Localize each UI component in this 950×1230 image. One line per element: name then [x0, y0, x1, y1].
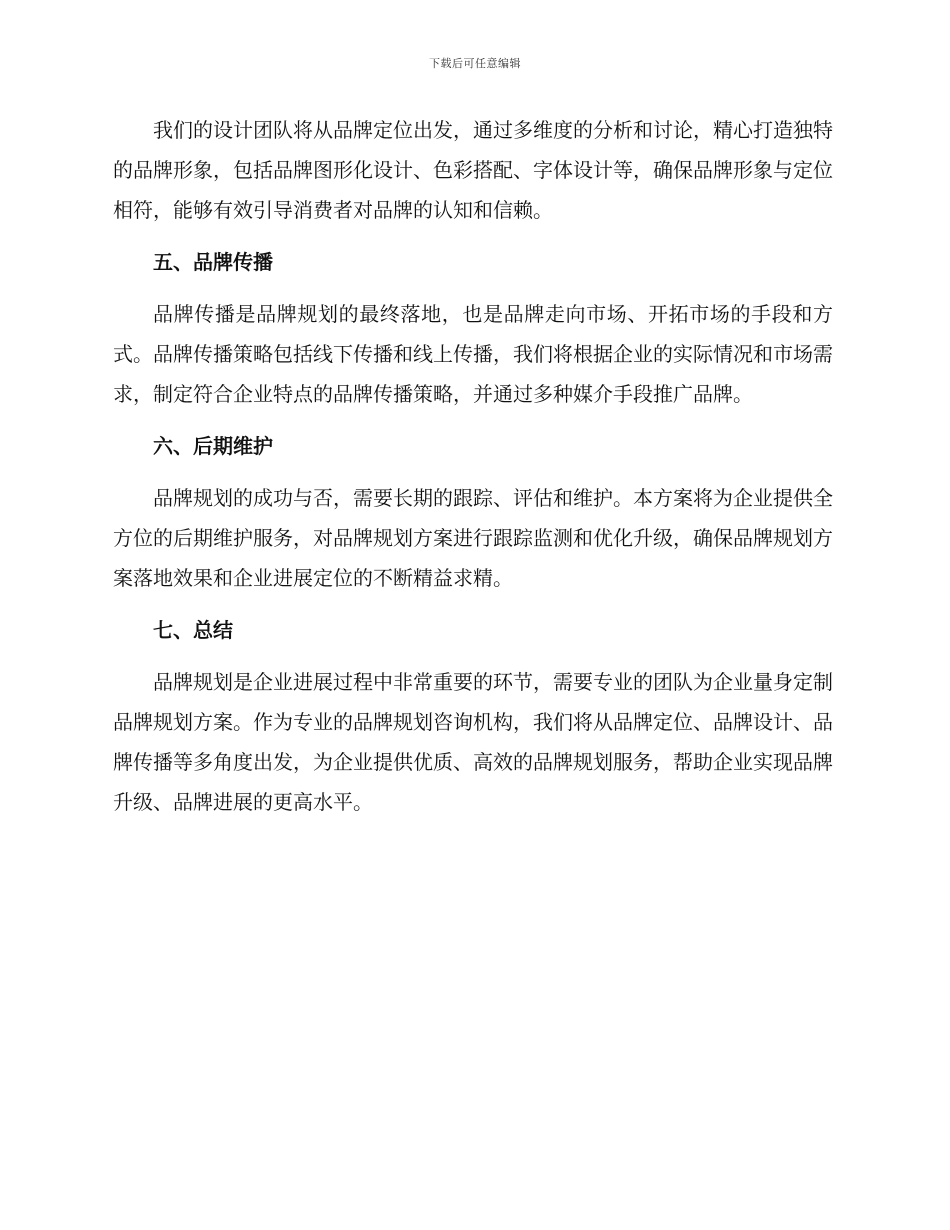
- section-heading-summary: 七、总结: [153, 618, 233, 642]
- paragraph-summary: 品牌规划是企业进展过程中非常重要的环节，需要专业的团队为企业量身定制品牌规划方案。作为专业的品牌规划咨询机构，我们将从品牌定位、品牌设计、品牌传播等多角度出发，为企业提供优质、高效的品牌规划服务，帮助企业实现品牌升级、品牌进展的更高水平。: [113, 670, 833, 814]
- document-body: [113, 110, 833, 834]
- paragraph-maintenance: 品牌规划的成功与否，需要长期的跟踪、评估和维护。本方案将为企业提供全方位的后期维护服务，对品牌规划方案进行跟踪监测和优化升级，确保品牌规划方案落地效果和企业进展定位的不断精益求精。: [113, 486, 833, 590]
- paragraph-brand-communication: 品牌传播是品牌规划的最终落地，也是品牌走向市场、开拓市场的手段和方式。品牌传播策略包括线下传播和线上传播，我们将根据企业的实际情况和市场需求，制定符合企业特点的品牌传播策略，并通过多种媒介手段推广品牌。: [113, 302, 833, 406]
- page-header-note: 下载后可任意编辑: [429, 57, 521, 70]
- paragraph-brand-design: 我们的设计团队将从品牌定位出发，通过多维度的分析和讨论，精心打造独特的品牌形象，包括品牌图形化设计、色彩搭配、字体设计等，确保品牌形象与定位相符，能够有效引导消费者对品牌的认知和信赖。: [113, 118, 833, 222]
- section-heading-brand-communication: 五、品牌传播: [153, 250, 273, 274]
- section-heading-maintenance: 六、后期维护: [153, 434, 273, 458]
